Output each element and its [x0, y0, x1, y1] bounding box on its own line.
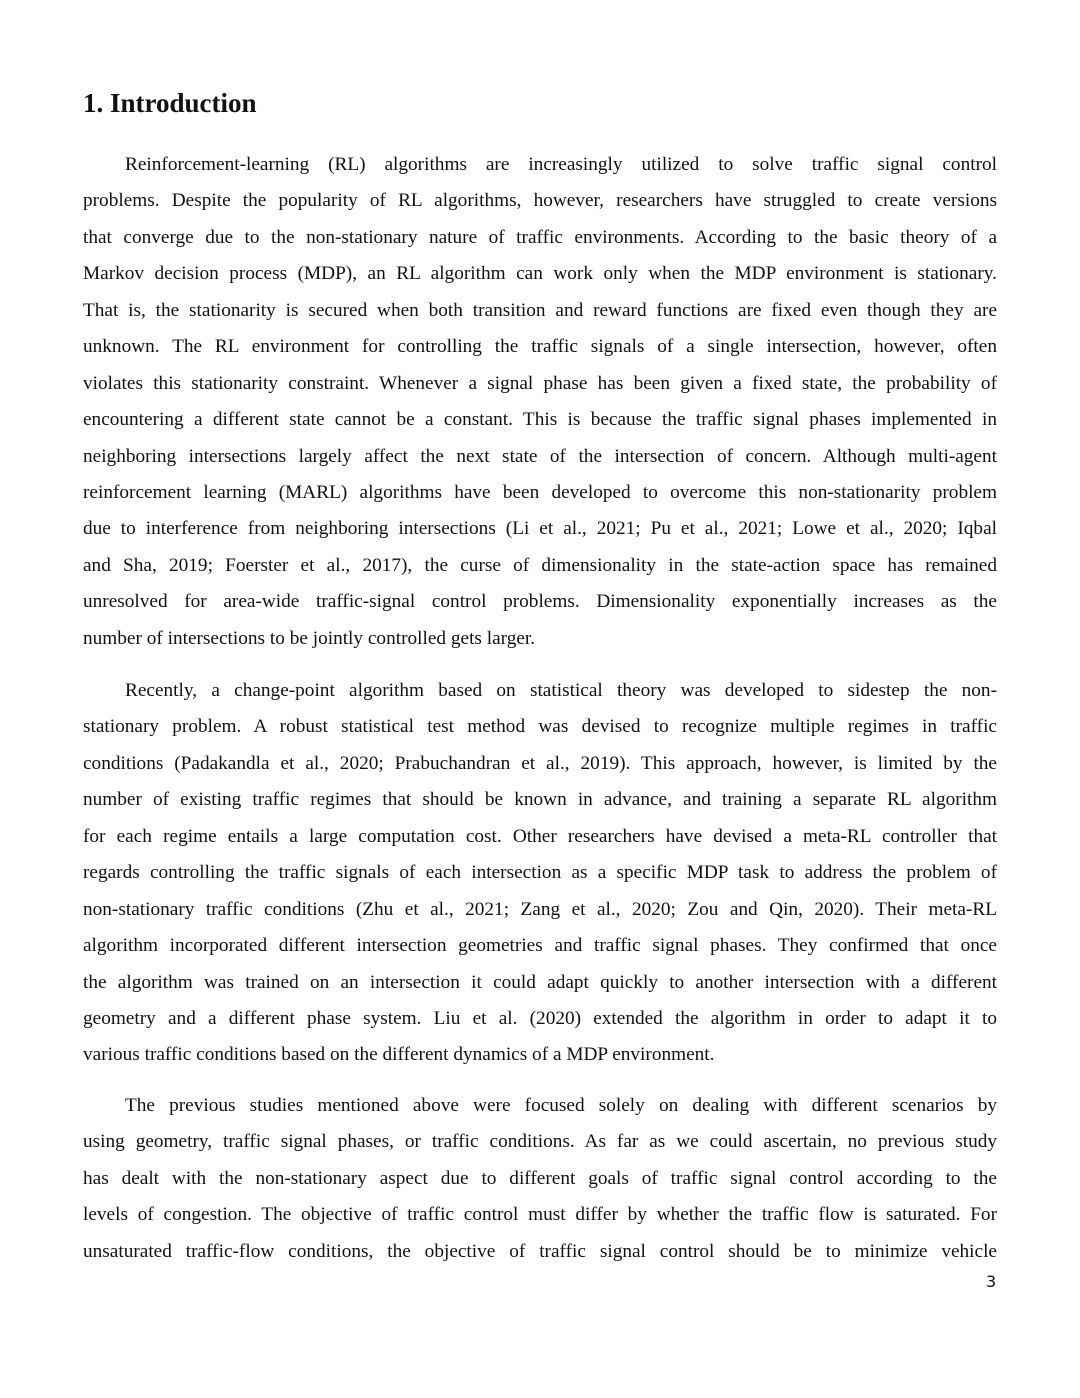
text-line: regards controlling the traffic signals of each intersection as a specific MDP task to address the problem of [83, 862, 997, 884]
text-line: using geometry, traffic signal phases, or traffic conditions. As far as we could ascertain, no previous study [83, 1131, 997, 1153]
text-line: violates this stationarity constraint. Whenever a signal phase has been given a fixed state, the probability of [83, 372, 997, 394]
text-line: number of existing traffic regimes that should be known in advance, and training a separate RL algorithm [83, 789, 997, 811]
text-line: geometry and a different phase system. Liu et al. (2020) extended the algorithm in order to adapt it to [83, 1007, 997, 1029]
paragraph [83, 1088, 997, 1270]
text-line: unresolved for area-wide traffic-signal control problems. Dimensionality exponentially increases as the [83, 591, 997, 613]
text-line: conditions (Padakandla et al., 2020; Prabuchandran et al., 2019). This approach, however, is limited by the [83, 752, 997, 774]
text-line: number of intersections to be jointly controlled gets larger. [83, 627, 536, 649]
text-line: reinforcement learning (MARL) algorithms have been developed to overcome this non-stationarity problem [83, 481, 997, 503]
text-line: Recently, a change-point algorithm based on statistical theory was developed to sidestep the non- [125, 680, 997, 701]
paragraph [83, 673, 997, 1074]
text-line: stationary problem. A robust statistical test method was devised to recognize multiple regimes in traffic [83, 716, 997, 738]
text-line: the algorithm was trained on an intersection it could adapt quickly to another intersection with a different [83, 971, 997, 993]
text-line: unknown. The RL environment for controlling the traffic signals of a single intersection, however, often [83, 336, 997, 358]
text-line: Reinforcement-learning (RL) algorithms are increasingly utilized to solve traffic signal control [125, 154, 997, 175]
page-number: 3 [986, 1272, 997, 1291]
text-line: for each regime entails a large computation cost. Other researchers have devised a meta-RL controller that [83, 825, 997, 847]
text-line: due to interference from neighboring intersections (Li et al., 2021; Pu et al., 2021; Lowe et al., 2020; Iqbal [83, 518, 997, 540]
text-line: neighboring intersections largely affect the next state of the intersection of concern. Although multi-agent [83, 445, 997, 467]
text-line: Markov decision process (MDP), an RL algorithm can work only when the MDP environment is stationary. [83, 263, 997, 285]
text-line: levels of congestion. The objective of traffic control must differ by whether the traffic flow is saturated. For [83, 1204, 997, 1226]
text-line: has dealt with the non-stationary aspect due to different goals of traffic signal control according to the [83, 1167, 997, 1189]
text-line: that converge due to the non-stationary nature of traffic environments. According to the basic theory of a [83, 226, 997, 248]
text-line: non-stationary traffic conditions (Zhu et al., 2021; Zang et al., 2020; Zou and Qin, 2020). Their meta-RL [83, 898, 997, 920]
paragraph [83, 147, 997, 657]
text-line: problems. Despite the popularity of RL algorithms, however, researchers have struggled to create versions [83, 190, 997, 212]
text-line: encountering a different state cannot be a constant. This is because the traffic signal phases implemented in [83, 409, 997, 431]
text-line: The previous studies mentioned above were focused solely on dealing with different scenarios by [125, 1095, 997, 1116]
text-line: algorithm incorporated different intersection geometries and traffic signal phases. They confirmed that once [83, 935, 997, 957]
section-title: 1. Introduction [83, 88, 257, 118]
text-line: various traffic conditions based on the different dynamics of a MDP environment. [83, 1044, 715, 1066]
text-line: That is, the stationarity is secured when both transition and reward functions are fixed even though they are [83, 299, 997, 321]
text-line: and Sha, 2019; Foerster et al., 2017), the curse of dimensionality in the state-action space has remained [83, 554, 997, 576]
text-line: unsaturated traffic-flow conditions, the objective of traffic signal control should be to minimize vehicle [83, 1240, 997, 1262]
